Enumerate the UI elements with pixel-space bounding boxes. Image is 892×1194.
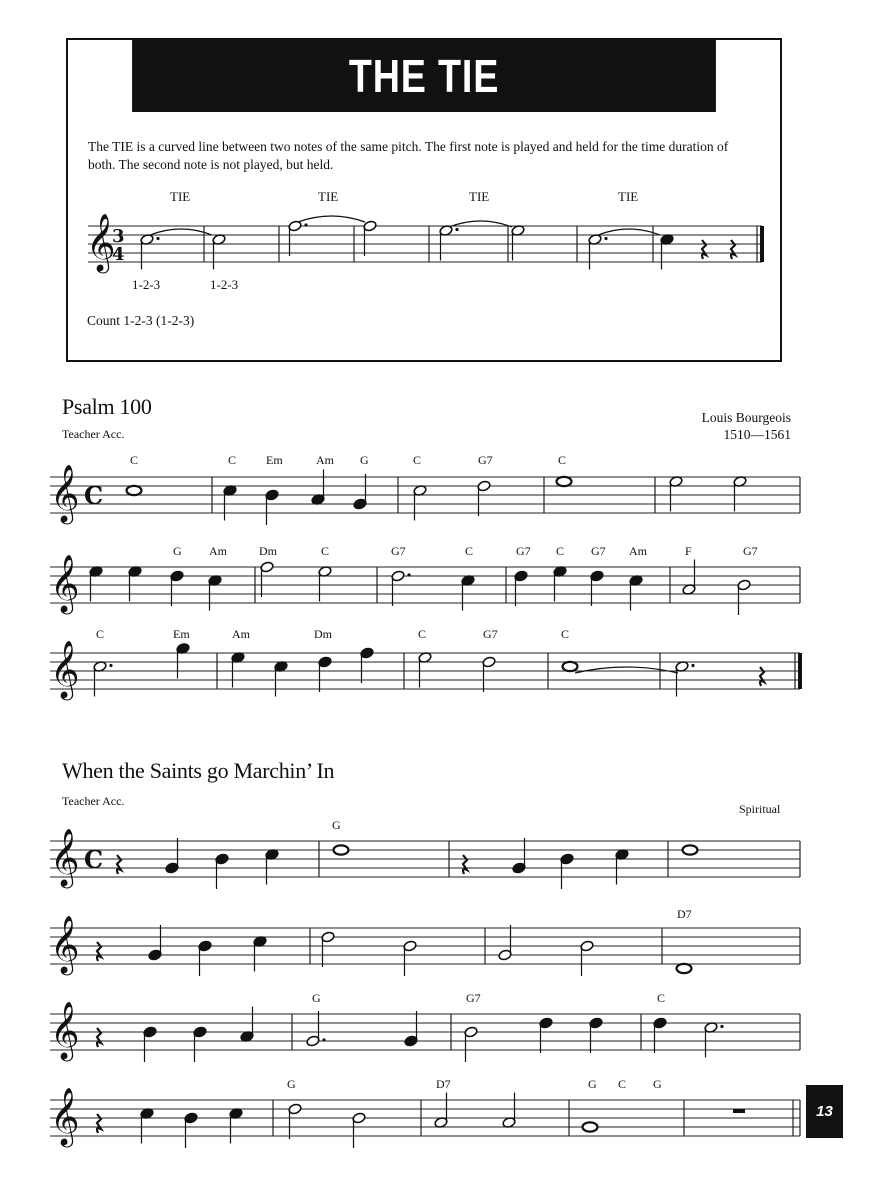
chord-symbol: C — [618, 1077, 627, 1091]
treble-clef: 𝄞 — [50, 828, 80, 886]
chord-symbol: G7 — [391, 544, 406, 558]
chord-symbol: G7 — [483, 627, 498, 641]
chord-symbol: G7 — [478, 453, 493, 467]
chord-symbol: C — [321, 544, 330, 558]
chord-symbol: Dm — [259, 544, 277, 558]
whole-note — [683, 845, 698, 854]
chord-symbol: G — [360, 453, 369, 467]
chord-symbol: D7 — [436, 1077, 451, 1091]
tie-curve — [150, 229, 212, 235]
chord-symbol: C — [556, 544, 565, 558]
chord-symbol: C — [130, 453, 139, 467]
quarter-rest — [97, 1028, 101, 1047]
chord-symbol: G — [653, 1077, 662, 1091]
tie-description: The TIE is a curved line between two notes of the same pitch. The first note is played and held for the time duration of both. The second note is not played, but held. — [88, 139, 729, 172]
chord-symbol: G7 — [466, 991, 481, 1005]
count-label: 1-2-3 — [210, 277, 239, 292]
dot — [720, 1025, 723, 1028]
tie-label: TIE — [469, 189, 490, 204]
treble-clef: 𝄞 — [50, 915, 80, 973]
final-bar — [798, 653, 802, 689]
psalm-subtitle: Teacher Acc. — [62, 427, 125, 441]
treble-clef: 𝄞 — [50, 554, 80, 612]
whole-note — [677, 964, 692, 973]
chord-symbol: G — [173, 544, 182, 558]
treble-clef: 𝄞 — [50, 1001, 80, 1059]
dot — [304, 223, 307, 226]
treble-clef: 𝄞 — [86, 213, 116, 271]
whole-note — [334, 845, 349, 854]
saints-composer: Spiritual — [739, 802, 781, 816]
whole-note — [127, 486, 142, 495]
chord-symbol: G7 — [743, 544, 758, 558]
chord-symbol: Em — [173, 627, 190, 641]
treble-clef: 𝄞 — [50, 464, 80, 522]
count-label: 1-2-3 — [132, 277, 161, 292]
dot — [156, 237, 159, 240]
chord-symbol: D7 — [677, 907, 692, 921]
dot — [691, 664, 694, 667]
chord-symbol: Am — [629, 544, 647, 558]
quarter-rest — [702, 240, 706, 259]
tie-curve — [575, 667, 678, 673]
time-signature: 3 — [112, 226, 125, 247]
tie-curve — [298, 216, 365, 222]
common-time: C — [84, 845, 104, 874]
final-bar — [760, 226, 764, 262]
chord-symbol: C — [418, 627, 427, 641]
whole-note — [583, 1122, 598, 1131]
dot — [322, 1038, 325, 1041]
tie-label: TIE — [170, 189, 191, 204]
quarter-rest — [731, 240, 735, 259]
psalm-composer-dates: 1510—1561 — [723, 427, 791, 442]
chord-symbol: Am — [209, 544, 227, 558]
whole-note — [557, 477, 572, 486]
chord-symbol: Am — [316, 453, 334, 467]
chord-symbol: C — [558, 453, 567, 467]
chord-symbol: G — [312, 991, 321, 1005]
tie-label: TIE — [618, 189, 639, 204]
chord-symbol: G — [287, 1077, 296, 1091]
quarter-rest — [760, 667, 764, 686]
count-caption: Count 1-2-3 (1-2-3) — [87, 313, 195, 328]
chord-symbol: C — [96, 627, 105, 641]
quarter-rest — [97, 1114, 101, 1133]
psalm-composer: Louis Bourgeois — [701, 410, 791, 425]
tie-banner-title: THE TIE — [132, 40, 716, 112]
chord-symbol: G — [588, 1077, 597, 1091]
chord-symbol: C — [228, 453, 237, 467]
dot — [109, 664, 112, 667]
chord-symbol: G — [332, 818, 341, 832]
chord-symbol: F — [685, 544, 692, 558]
dot — [407, 573, 410, 576]
dot — [604, 237, 607, 240]
psalm-title: Psalm 100 — [62, 394, 152, 419]
common-time: C — [84, 481, 104, 510]
tie-label: TIE — [318, 189, 339, 204]
whole-note — [563, 662, 578, 671]
dot — [455, 228, 458, 231]
quarter-rest — [117, 855, 121, 874]
time-signature: 4 — [112, 244, 125, 265]
whole-rest — [733, 1109, 745, 1113]
chord-symbol: G7 — [591, 544, 606, 558]
chord-symbol: C — [413, 453, 422, 467]
chord-symbol: Am — [232, 627, 250, 641]
treble-clef: 𝄞 — [50, 1087, 80, 1145]
quarter-rest — [97, 942, 101, 961]
chord-symbol: C — [465, 544, 474, 558]
saints-subtitle: Teacher Acc. — [62, 794, 125, 808]
chord-symbol: Em — [266, 453, 283, 467]
saints-title: When the Saints go Marchin’ In — [62, 758, 335, 783]
chord-symbol: C — [657, 991, 666, 1005]
page-number: 13 — [806, 1085, 843, 1138]
chord-symbol: G7 — [516, 544, 531, 558]
treble-clef: 𝄞 — [50, 640, 80, 698]
quarter-rest — [463, 855, 467, 874]
tie-curve — [598, 229, 660, 235]
chord-symbol: Dm — [314, 627, 332, 641]
chord-symbol: C — [561, 627, 570, 641]
